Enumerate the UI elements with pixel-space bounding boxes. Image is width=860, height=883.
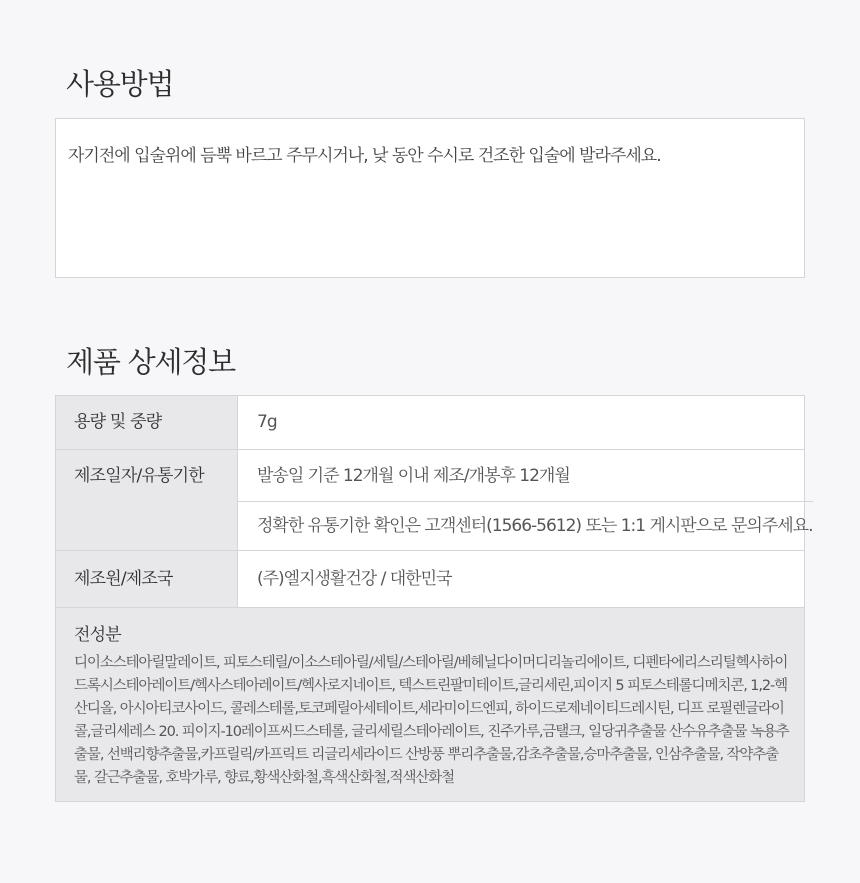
table-row-capacity — [56, 396, 804, 450]
usage-text: 자기전에 입술위에 듬뿍 바르고 주무시거나, 낮 동안 수시로 건조한 입술에 발라주세요. — [68, 146, 661, 166]
ingredients-label: 전성분 — [74, 625, 121, 645]
table-row-ingredients — [56, 608, 804, 801]
table-row-manufacture-date — [56, 450, 813, 551]
ingredients-block — [56, 608, 804, 801]
row-value: 발송일 기준 12개월 이내 제조/개봉후 12개월 — [238, 450, 813, 502]
row-label: 제조일자/유통기한 — [56, 450, 238, 550]
table-row-manufacturer — [56, 551, 804, 608]
row-note: 정확한 유통기한 확인은 고객센터(1566-5612) 또는 1:1 게시판으로 문의주세요. — [257, 516, 813, 536]
row-label: 용량 및 중량 — [56, 396, 238, 449]
row-value: (주)엘지생활건강 / 대한민국 — [257, 569, 452, 589]
usage-section-title: 사용방법 — [66, 67, 174, 101]
details-section-title: 제품 상세정보 — [66, 345, 235, 379]
row-label: 제조원/제조국 — [56, 551, 238, 607]
row-value-group — [238, 450, 813, 550]
usage-box — [55, 118, 805, 278]
product-details-table — [55, 395, 813, 802]
ingredients-text: 디이소스테아릴말레이트, 피토스테릴/이소스테아릴/세틸/스테아릴/베헤닐다이머디리놀리에이트, 디펜타에리스리틸헥사하이드록시스테아레이트/헥사스테아레이트/헥사로지네이트, 텍스트린팔미테이트,글리세린,피이지 5 피토스테롤디메치콘, 1,2-헥산디올, 아시아티코사이드, 콜레스테롤,토코페릴아세테이트,세라미이드엔피, 하이드로제네이티드레시틴, 디프 로필렌글라이콜,글리세레스 20. 피이지-10레이프씨드스테롤, 글리세릴스테아레이트, 진주가루,금탤크, 일당귀추출물 산수유추출물 녹용추출물, 선백리향추출물,카프릴릭/카프릭트 리글리세라이드 산방풍 뿌리추출물,감초추출물,승마추출물, 인삼추출물, 작약추출물, 갈근추출물, 호박가루, 향료,황색산화철,흑색산화철,적색산화철 — [74, 655, 789, 786]
row-value: 7g — [257, 412, 277, 432]
